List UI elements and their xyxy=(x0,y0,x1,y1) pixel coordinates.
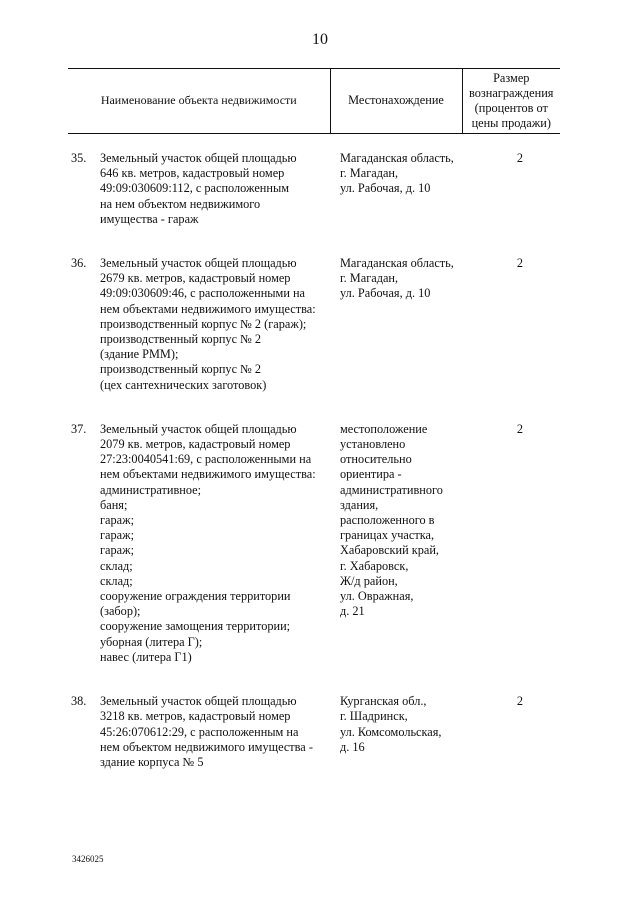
object-description-line: имущества - гараж xyxy=(100,211,199,226)
location-line: г. Хабаровск, xyxy=(340,558,409,573)
object-description-line: Земельный участок общей площадью xyxy=(100,151,297,165)
object-description-line: производственный корпус № 2 (гараж); xyxy=(100,316,307,331)
table-row xyxy=(68,134,560,257)
location-line: г. Магадан, xyxy=(340,271,399,286)
row-number: 38. xyxy=(71,694,87,709)
object-description-line: 3218 кв. метров, кадастровый номер xyxy=(100,709,291,724)
location-cell xyxy=(330,694,462,799)
object-description-line: производственный корпус № 2 xyxy=(100,362,262,377)
object-description-line: (цех сантехнических заготовок) xyxy=(100,377,267,392)
header-reward-line: Размер xyxy=(493,71,530,85)
location-line: ориентира - xyxy=(340,467,402,482)
location-cell xyxy=(330,422,462,694)
reward-cell: 2 xyxy=(516,694,524,709)
object-description xyxy=(100,151,330,227)
object-description-line: 646 кв. метров, кадастровый номер xyxy=(100,166,285,181)
location-line: д. 16 xyxy=(340,739,365,754)
object-description-line: 45:26:070612:29, с расположенным на xyxy=(100,724,299,739)
object-description-line: склад; xyxy=(100,558,133,573)
object-name-cell xyxy=(68,256,330,422)
table-header-row xyxy=(68,69,560,134)
location-line: г. Магадан, xyxy=(340,166,399,181)
location-cell xyxy=(330,134,462,257)
location-line: здания, xyxy=(340,497,379,512)
location-cell xyxy=(330,256,462,422)
location-line: границах участка, xyxy=(340,528,435,543)
object-description-line: 49:09:030609:112, с расположенным xyxy=(100,181,290,196)
location-line: установлено xyxy=(340,437,406,452)
object-description-line: нем объектом недвижимого имущества - xyxy=(100,739,313,754)
location-line: ул. Комсомольская, xyxy=(340,724,442,739)
object-description-line: баня; xyxy=(100,497,128,512)
location-line: Курганская обл., xyxy=(340,694,427,709)
object-description-line: сооружение замощения территории; xyxy=(100,619,291,634)
location-line: д. 21 xyxy=(340,604,365,619)
object-description-line: навес (литера Г1) xyxy=(100,649,192,664)
table-body xyxy=(68,134,560,800)
table-row xyxy=(68,694,560,799)
location-line: ул. Овражная, xyxy=(340,589,414,604)
object-description-line: склад; xyxy=(100,573,133,588)
reward-cell: 2 xyxy=(516,256,524,271)
object-description-line: Земельный участок общей площадью xyxy=(100,256,297,271)
object-description-line: 49:09:030609:46, с расположенными на xyxy=(100,286,306,301)
object-description-line: Земельный участок общей площадью xyxy=(100,421,297,436)
object-description-line: 27:23:0040541:69, с расположенными на xyxy=(100,452,312,467)
object-description-line: Земельный участок общей площадью xyxy=(100,694,297,709)
row-number: 35. xyxy=(71,151,87,165)
table-row xyxy=(68,256,560,422)
object-description xyxy=(100,256,330,393)
location-line: Магаданская область, xyxy=(340,256,454,271)
object-description-line: сооружение ограждения территории xyxy=(100,589,291,604)
document-code: 3426025 xyxy=(72,854,104,864)
object-description-line: 2079 кв. метров, кадастровый номер xyxy=(100,437,291,452)
header-reward xyxy=(462,69,560,134)
object-name-cell xyxy=(68,422,330,694)
location-line: расположенного в xyxy=(340,513,435,528)
header-object-name: Наименование объекта недвижимости xyxy=(100,93,297,108)
object-name-cell xyxy=(68,134,330,257)
object-description-line: здание корпуса № 5 xyxy=(100,754,204,769)
object-description-line: нем объектами недвижимого имущества: xyxy=(100,467,316,482)
object-description-line: (забор); xyxy=(100,604,141,619)
object-description xyxy=(100,422,330,665)
header-reward-line: вознаграждения xyxy=(469,86,554,100)
location-line: относительно xyxy=(340,452,412,467)
location-line: г. Шадринск, xyxy=(340,709,408,724)
object-description-line: гараж; xyxy=(100,543,135,558)
location-line: ул. Рабочая, д. 10 xyxy=(340,181,431,196)
object-description-line: уборная (литера Г); xyxy=(100,634,203,649)
reward-cell: 2 xyxy=(516,151,524,165)
header-reward-line: (процентов от xyxy=(474,101,548,115)
object-description-line: (здание РММ); xyxy=(100,347,179,362)
row-number: 37. xyxy=(71,421,87,436)
object-description-line: 2679 кв. метров, кадастровый номер xyxy=(100,271,291,286)
object-description-line: нем объектами недвижимого имущества: xyxy=(100,301,316,316)
object-description-line: на нем объектом недвижимого xyxy=(100,196,261,211)
object-description-line: производственный корпус № 2 xyxy=(100,332,262,347)
real-estate-table xyxy=(68,68,560,799)
row-number: 36. xyxy=(71,256,87,271)
location-line: ул. Рабочая, д. 10 xyxy=(340,286,431,301)
reward-cell: 2 xyxy=(516,421,524,436)
location-line: Хабаровский край, xyxy=(340,543,439,558)
location-line: административного xyxy=(340,482,443,497)
object-description-line: гараж; xyxy=(100,513,135,528)
object-name-cell xyxy=(68,694,330,799)
header-reward-line: цены продажи) xyxy=(471,116,551,130)
location-line: Магаданская область, xyxy=(340,151,454,165)
object-description-line: гараж; xyxy=(100,528,135,543)
page-number: 10 xyxy=(312,31,328,48)
location-line: местоположение xyxy=(340,421,428,436)
location-line: Ж/д район, xyxy=(340,573,398,588)
object-description xyxy=(100,694,330,770)
header-location: Местонахождение xyxy=(330,69,462,134)
object-description-line: административное; xyxy=(100,482,202,497)
table-row xyxy=(68,422,560,694)
